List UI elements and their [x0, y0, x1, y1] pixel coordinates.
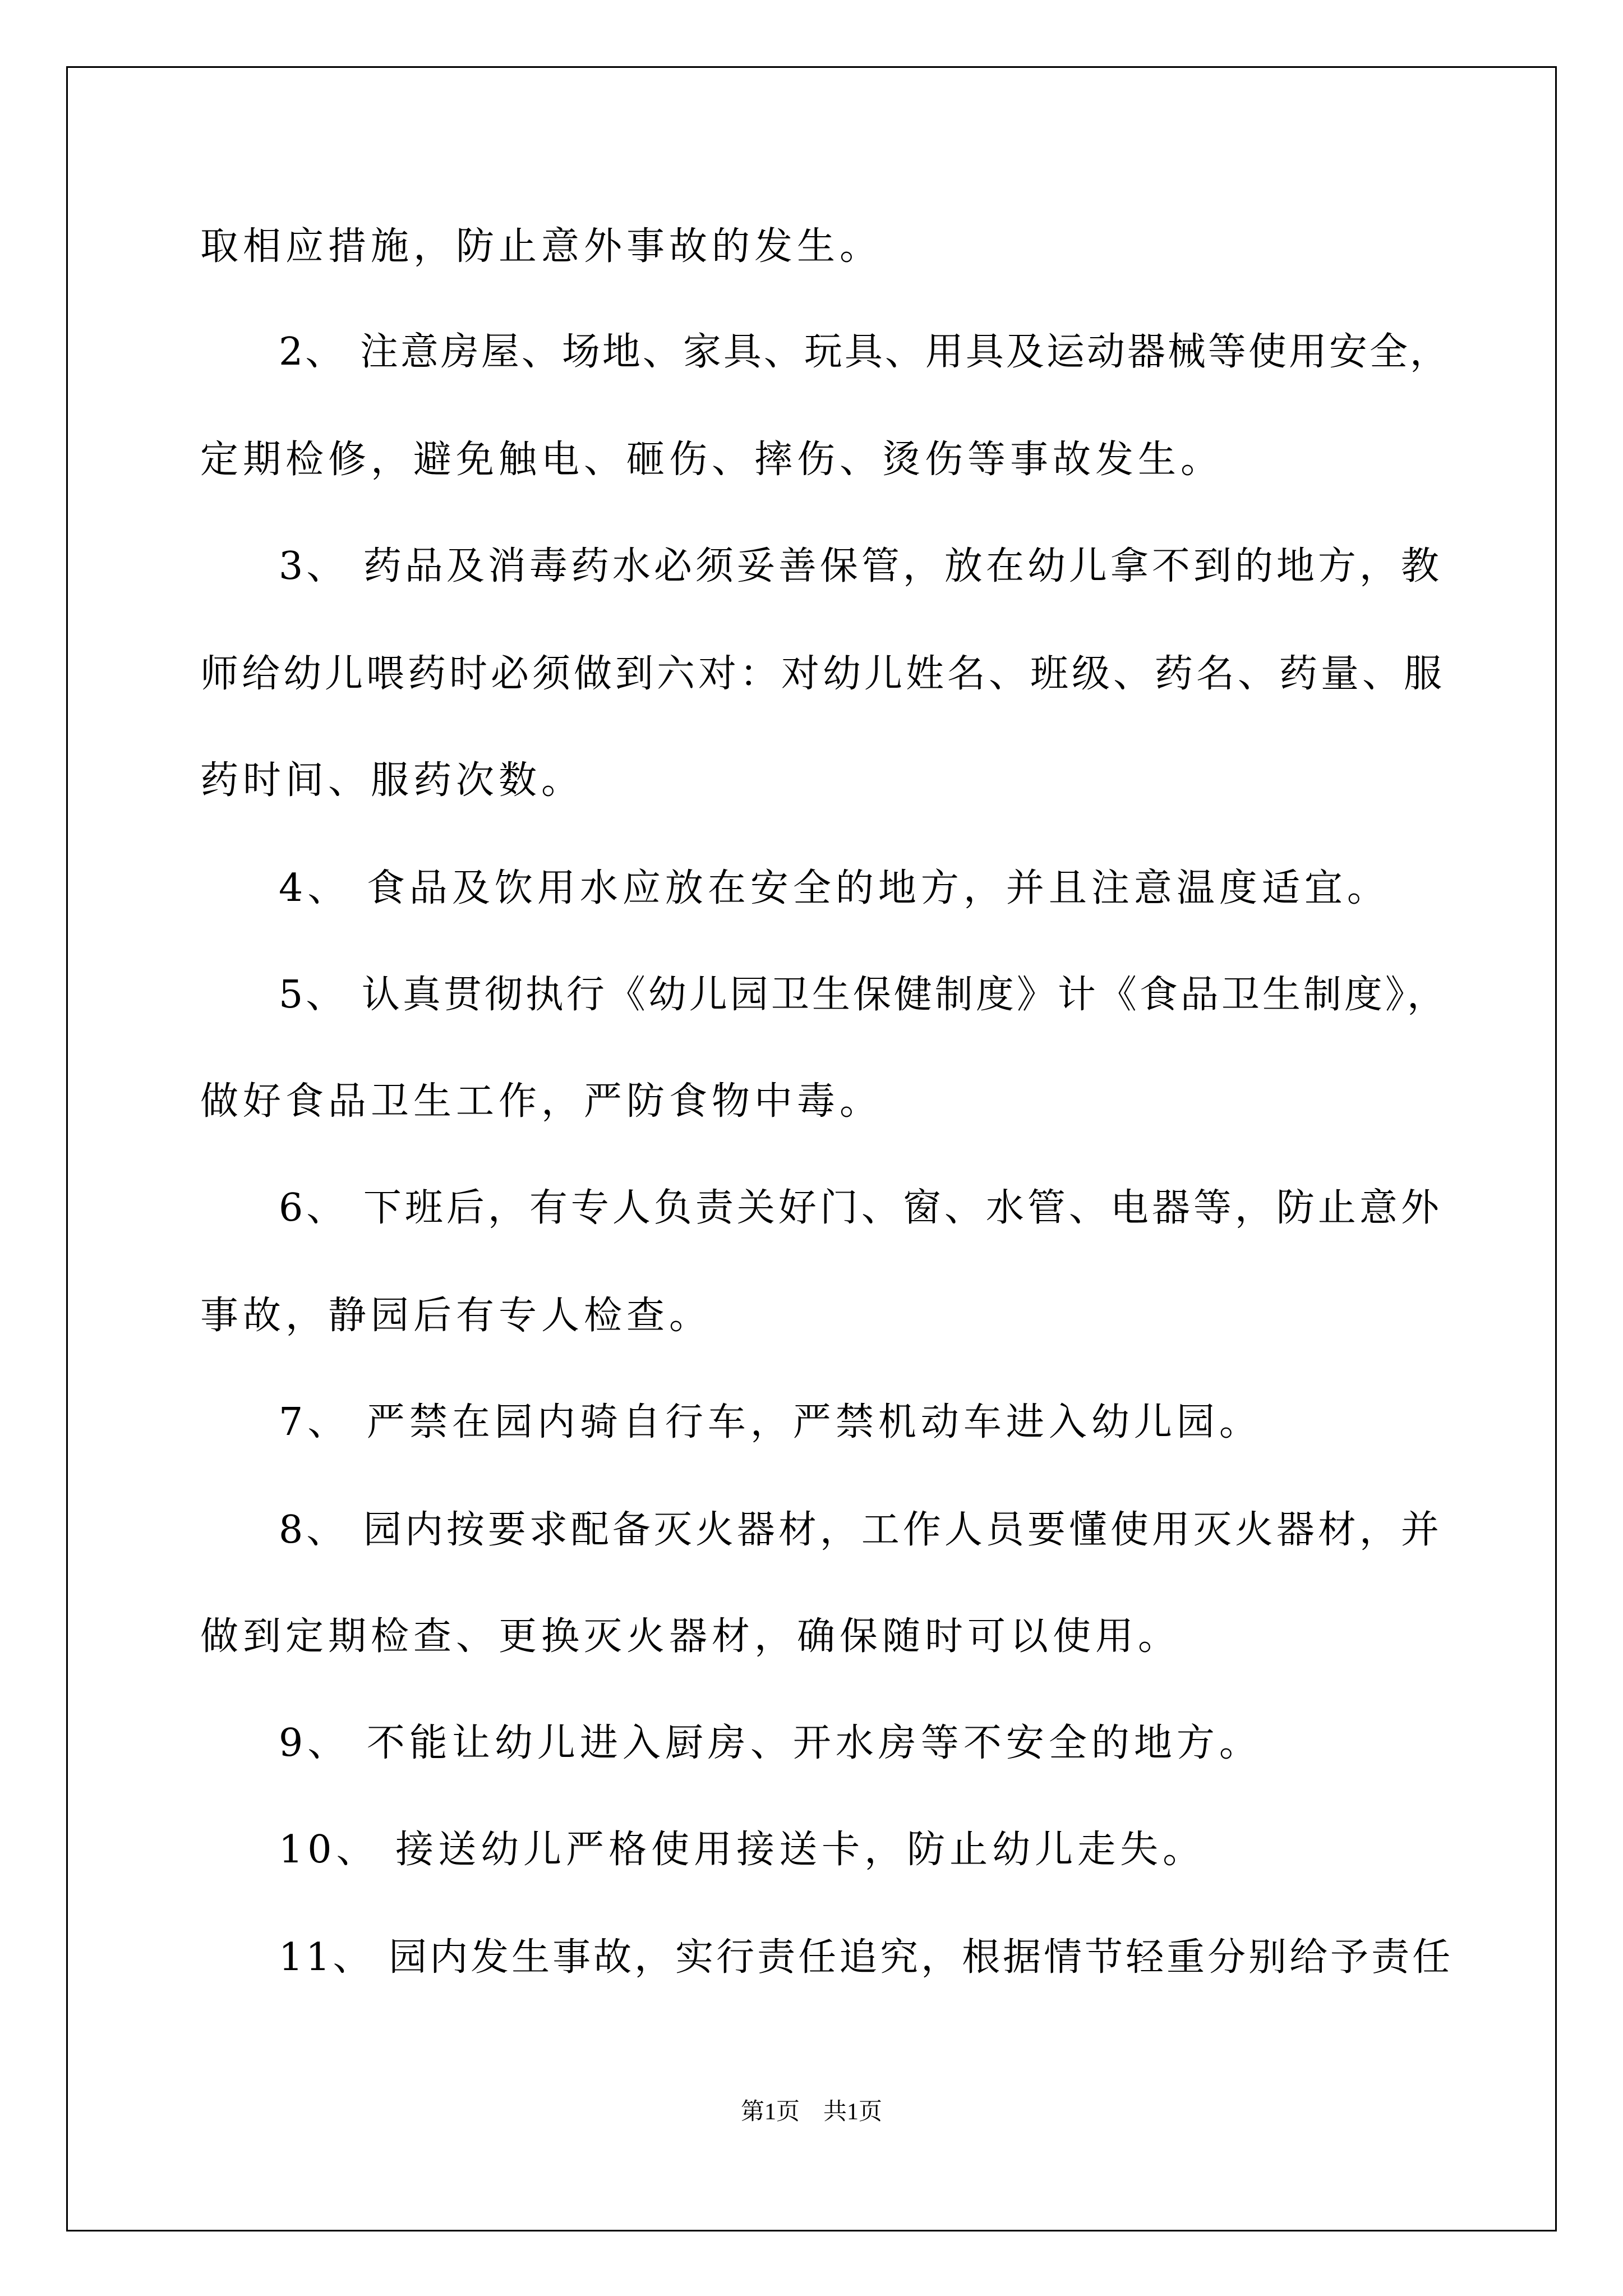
text-line-16: 10、 接送幼儿严格使用接送卡，防止幼儿走失。	[279, 1828, 1206, 1872]
text-line-13: 8、 园内按要求配备灭火器材，工作人员要懂使用灭火器材，并	[279, 1508, 1442, 1552]
text-line-14: 做到定期检查、更换灭火器材，确保随时可以使用。	[200, 1614, 1181, 1659]
text-line-15: 9、 不能让幼儿进入厨房、开水房等不安全的地方。	[279, 1721, 1262, 1765]
text-line-10: 6、 下班后，有专人负责关好门、窗、水管、电器等，防止意外	[279, 1186, 1442, 1230]
text-line-12: 7、 严禁在园内骑自行车，严禁机动车进入幼儿园。	[279, 1400, 1262, 1444]
text-line-11: 事故，静园后有专人检查。	[200, 1294, 712, 1338]
text-line-6: 药时间、服药次数。	[200, 758, 584, 803]
text-line-2: 2、 注意房屋、场地、家具、玩具、用具及运动器械等使用安全，	[279, 330, 1450, 374]
text-line-3: 定期检修，避免触电、砸伤、摔伤、烫伤等事故发生。	[200, 438, 1224, 482]
text-line-5: 师给幼儿喂药时必须做到六对：对幼儿姓名、班级、药名、药量、服	[200, 652, 1446, 696]
text-line-8: 5、 认真贯彻执行《幼儿园卫生保健制度》计《食品卫生制度》，	[279, 973, 1448, 1017]
page-border	[66, 66, 1557, 2231]
text-line-9: 做好食品卫生工作，严防食物中毒。	[200, 1079, 883, 1124]
text-line-7: 4、 食品及饮用水应放在安全的地方，并且注意温度适宜。	[279, 866, 1390, 910]
text-line-4: 3、 药品及消毒药水必须妥善保管，放在幼儿拿不到的地方，教	[279, 544, 1442, 588]
page-number-footer: 第1页 共1页	[740, 2099, 882, 2125]
text-line-17: 11、 园内发生事故，实行责任追究，根据情节轻重分别给予责任	[279, 1935, 1454, 1980]
text-line-1: 取相应措施，防止意外事故的发生。	[200, 224, 883, 269]
